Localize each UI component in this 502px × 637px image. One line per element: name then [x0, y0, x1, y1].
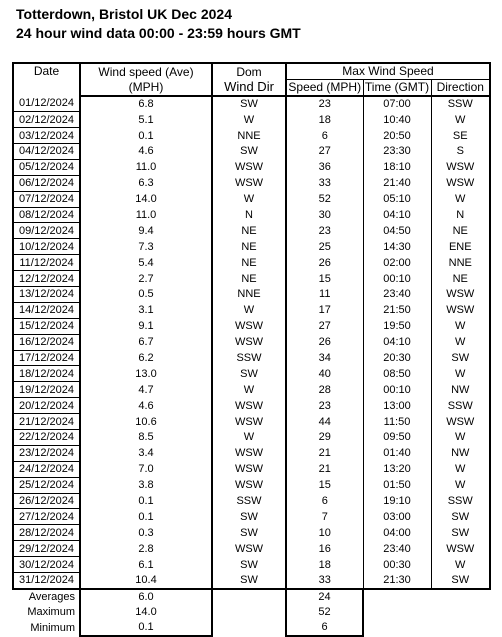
- table-row: [13, 541, 490, 557]
- summary-empty-cell: [431, 620, 490, 636]
- summary-empty-cell: [212, 589, 286, 605]
- wind-speed-ave-cell: 0.3: [80, 525, 212, 541]
- date-cell: 19/12/2024: [13, 382, 80, 398]
- max-speed-cell: 23: [286, 223, 363, 239]
- max-direction-cell: WSW: [431, 159, 490, 175]
- max-speed-cell: 16: [286, 541, 363, 557]
- time-gmt-header: Time (GMT): [364, 80, 430, 95]
- direction-header: Direction: [431, 79, 490, 95]
- date-cell: 18/12/2024: [13, 366, 80, 382]
- date-cell: 31/12/2024: [13, 573, 80, 589]
- dom-wind-dir-cell: W: [212, 429, 286, 445]
- date-cell: 20/12/2024: [13, 398, 80, 414]
- max-speed-cell: 44: [286, 414, 363, 430]
- wind-speed-ave-cell: 0.5: [80, 286, 212, 302]
- max-speed-cell: 25: [286, 239, 363, 255]
- dom-wind-dir-cell: WSW: [212, 318, 286, 334]
- date-cell: 04/12/2024: [13, 143, 80, 159]
- date-cell: 11/12/2024: [13, 255, 80, 271]
- date-cell: 08/12/2024: [13, 207, 80, 223]
- max-time-cell: 20:30: [363, 350, 431, 366]
- summary-label: Maximum: [27, 606, 75, 619]
- date-cell: 02/12/2024: [13, 112, 80, 128]
- dom-wind-dir-cell: WSW: [212, 398, 286, 414]
- page-subtitle: 24 hour wind data 00:00 - 23:59 hours GMT: [16, 25, 301, 41]
- max-speed-cell: 29: [286, 429, 363, 445]
- dom-wind-dir-cell: WSW: [212, 461, 286, 477]
- summary-label: Minimum: [30, 621, 75, 634]
- max-time-cell: 23:40: [363, 541, 431, 557]
- date-cell: 06/12/2024: [13, 175, 80, 191]
- max-direction-cell: W: [431, 461, 490, 477]
- max-direction-cell: SW: [431, 509, 490, 525]
- max-time-cell: 11:50: [363, 414, 431, 430]
- max-direction-cell: W: [431, 366, 490, 382]
- wind-speed-ave-cell: 14.0: [80, 191, 212, 207]
- max-direction-cell: NW: [431, 445, 490, 461]
- wind-speed-ave-cell: 6.7: [80, 334, 212, 350]
- wind-speed-ave-cell: 11.0: [80, 159, 212, 175]
- table-row: [13, 334, 490, 350]
- max-speed-cell: 21: [286, 445, 363, 461]
- max-speed-cell: 10: [286, 525, 363, 541]
- max-speed-cell: 34: [286, 350, 363, 366]
- wind-speed-ave-cell: 7.0: [80, 461, 212, 477]
- max-speed-cell: 26: [286, 255, 363, 271]
- max-time-cell: 18:10: [363, 159, 431, 175]
- date-cell: 28/12/2024: [13, 525, 80, 541]
- summary-max-value: 52: [286, 605, 363, 620]
- dom-wind-dir-cell: SSW: [212, 350, 286, 366]
- summary-body: [13, 589, 490, 636]
- summary-label: Averages: [28, 591, 75, 604]
- max-speed-cell: 18: [286, 112, 363, 128]
- dom-wind-dir-cell: W: [212, 191, 286, 207]
- summary-empty-cell: [212, 620, 286, 636]
- wind-speed-ave-cell: 5.4: [80, 255, 212, 271]
- wind-speed-unit-header: (MPH): [80, 79, 212, 95]
- table-row: [13, 239, 490, 255]
- wind-speed-header-suffix: (Ave): [165, 64, 194, 79]
- date-cell: 01/12/2024: [13, 96, 80, 112]
- max-speed-cell: 52: [286, 191, 363, 207]
- max-speed-cell: 28: [286, 382, 363, 398]
- date-cell: 29/12/2024: [13, 541, 80, 557]
- max-speed-cell: 7: [286, 509, 363, 525]
- dom-wind-dir-cell: NE: [212, 239, 286, 255]
- table-row: [13, 461, 490, 477]
- max-time-cell: 04:10: [363, 207, 431, 223]
- table-row: [13, 255, 490, 271]
- table-row: [13, 175, 490, 191]
- date-cell: 14/12/2024: [13, 302, 80, 318]
- summary-empty-cell: [431, 589, 490, 605]
- dom-wind-dir-cell: WSW: [212, 334, 286, 350]
- table-row: [13, 445, 490, 461]
- max-time-cell: 09:50: [363, 429, 431, 445]
- max-direction-cell: WSW: [431, 414, 490, 430]
- max-direction-cell: W: [431, 557, 490, 573]
- table-row: [13, 271, 490, 287]
- table-row: [13, 128, 490, 144]
- wind-speed-ave-cell: 11.0: [80, 207, 212, 223]
- max-time-cell: 13:20: [363, 461, 431, 477]
- max-time-cell: 04:10: [363, 334, 431, 350]
- max-time-cell: 08:50: [363, 366, 431, 382]
- max-direction-cell: SW: [431, 525, 490, 541]
- dom-wind-dir-cell: W: [212, 382, 286, 398]
- max-direction-cell: SSW: [431, 493, 490, 509]
- dom-wind-dir-cell: NNE: [212, 286, 286, 302]
- page-title: Totterdown, Bristol UK Dec 2024: [16, 6, 233, 22]
- max-direction-cell: SSW: [431, 96, 490, 112]
- summary-max-value: 24: [286, 589, 363, 605]
- max-direction-cell: WSW: [431, 302, 490, 318]
- max-speed-cell: 33: [286, 573, 363, 589]
- summary-empty-cell: [363, 620, 431, 636]
- table-row: [13, 350, 490, 366]
- table-row: [13, 557, 490, 573]
- dom-header: Dom: [212, 63, 286, 79]
- max-speed-cell: 17: [286, 302, 363, 318]
- date-cell: 30/12/2024: [13, 557, 80, 573]
- summary-ave-value: 6.0: [80, 589, 212, 605]
- table-row: [13, 318, 490, 334]
- wind-speed-ave-cell: 10.4: [80, 573, 212, 589]
- max-time-cell: 00:10: [363, 382, 431, 398]
- table-row: [13, 414, 490, 430]
- max-direction-cell: WSW: [431, 286, 490, 302]
- summary-row: [13, 620, 490, 636]
- max-direction-cell: SSW: [431, 398, 490, 414]
- max-speed-cell: 18: [286, 557, 363, 573]
- wind-speed-ave-cell: 4.6: [80, 143, 212, 159]
- max-direction-cell: SW: [431, 573, 490, 589]
- max-speed-cell: 15: [286, 477, 363, 493]
- wind-speed-ave-cell: 5.1: [80, 112, 212, 128]
- date-cell: 26/12/2024: [13, 493, 80, 509]
- dom-wind-dir-cell: SW: [212, 573, 286, 589]
- max-direction-cell: NW: [431, 382, 490, 398]
- max-time-cell: 00:10: [363, 271, 431, 287]
- max-direction-cell: NE: [431, 223, 490, 239]
- speed-mph-header: Speed (MPH): [286, 79, 363, 95]
- dom-wind-dir-cell: NE: [212, 223, 286, 239]
- dom-wind-dir-cell: SW: [212, 525, 286, 541]
- dom-wind-dir-cell: NE: [212, 271, 286, 287]
- max-time-cell: 23:40: [363, 286, 431, 302]
- date-cell: 22/12/2024: [13, 429, 80, 445]
- wind-speed-ave-cell: 6.3: [80, 175, 212, 191]
- wind-speed-header: [80, 63, 212, 79]
- max-speed-cell: 23: [286, 398, 363, 414]
- dom-wind-dir-cell: WSW: [212, 541, 286, 557]
- max-speed-cell: 6: [286, 493, 363, 509]
- max-direction-cell: S: [431, 143, 490, 159]
- max-speed-cell: 23: [286, 96, 363, 112]
- summary-max-value: 6: [286, 620, 363, 636]
- date-cell: 27/12/2024: [13, 509, 80, 525]
- table-row: [13, 159, 490, 175]
- wind-speed-ave-cell: 0.1: [80, 128, 212, 144]
- max-time-cell: 21:30: [363, 573, 431, 589]
- dom-wind-dir-cell: SW: [212, 143, 286, 159]
- max-time-cell: 21:50: [363, 302, 431, 318]
- dom-wind-dir-cell: WSW: [212, 175, 286, 191]
- summary-row: [13, 605, 490, 620]
- max-speed-cell: 33: [286, 175, 363, 191]
- date-cell: 07/12/2024: [13, 191, 80, 207]
- max-time-cell: 02:00: [363, 255, 431, 271]
- max-speed-cell: 40: [286, 366, 363, 382]
- table-body: [13, 96, 490, 589]
- max-time-cell: 00:30: [363, 557, 431, 573]
- table-row: [13, 525, 490, 541]
- table-row: [13, 302, 490, 318]
- table-row: [13, 477, 490, 493]
- date-cell: 09/12/2024: [13, 223, 80, 239]
- wind-speed-ave-cell: 13.0: [80, 366, 212, 382]
- wind-speed-ave-cell: 2.8: [80, 541, 212, 557]
- date-cell: 21/12/2024: [13, 414, 80, 430]
- summary-row: [13, 589, 490, 605]
- max-time-cell: 04:50: [363, 223, 431, 239]
- dom-wind-dir-cell: N: [212, 207, 286, 223]
- dom-wind-dir-cell: SW: [212, 557, 286, 573]
- date-cell: 12/12/2024: [13, 271, 80, 287]
- max-wind-speed-header: Max Wind Speed: [286, 63, 490, 79]
- max-direction-cell: WSW: [431, 541, 490, 557]
- wind-speed-ave-cell: 6.1: [80, 557, 212, 573]
- max-direction-cell: W: [431, 191, 490, 207]
- max-direction-cell: SE: [431, 128, 490, 144]
- dom-wind-dir-cell: SW: [212, 96, 286, 112]
- max-time-cell: 01:40: [363, 445, 431, 461]
- wind-speed-ave-cell: 4.7: [80, 382, 212, 398]
- table-row: [13, 191, 490, 207]
- max-speed-cell: 21: [286, 461, 363, 477]
- table-row: [13, 429, 490, 445]
- table-row: [13, 96, 490, 112]
- wind-speed-ave-cell: 10.6: [80, 414, 212, 430]
- wind-speed-ave-cell: 3.8: [80, 477, 212, 493]
- max-speed-cell: 27: [286, 318, 363, 334]
- table-row: [13, 112, 490, 128]
- wind-speed-ave-cell: 9.1: [80, 318, 212, 334]
- date-header-label: Date: [33, 64, 60, 78]
- max-speed-cell: 30: [286, 207, 363, 223]
- wind-speed-ave-cell: 0.1: [80, 493, 212, 509]
- dom-wind-dir-cell: SW: [212, 509, 286, 525]
- max-time-cell: 23:30: [363, 143, 431, 159]
- max-direction-cell: W: [431, 318, 490, 334]
- wind-speed-ave-cell: 0.1: [80, 509, 212, 525]
- wind-speed-ave-cell: 9.4: [80, 223, 212, 239]
- max-direction-cell: W: [431, 429, 490, 445]
- date-cell: 05/12/2024: [13, 159, 80, 175]
- max-speed-cell: 36: [286, 159, 363, 175]
- max-time-cell: 21:40: [363, 175, 431, 191]
- dom-wind-dir-cell: SW: [212, 366, 286, 382]
- dom-wind-dir-cell: WSW: [212, 477, 286, 493]
- max-direction-cell: NNE: [431, 255, 490, 271]
- date-cell: 10/12/2024: [13, 239, 80, 255]
- summary-empty-cell: [212, 605, 286, 620]
- dom-wind-dir-cell: WSW: [212, 159, 286, 175]
- summary-empty-cell: [363, 605, 431, 620]
- max-speed-cell: 6: [286, 128, 363, 144]
- table-row: [13, 493, 490, 509]
- date-cell: 03/12/2024: [13, 128, 80, 144]
- summary-ave-value: 14.0: [80, 605, 212, 620]
- max-time-cell: 10:40: [363, 112, 431, 128]
- dom-wind-dir-cell: W: [212, 112, 286, 128]
- max-time-cell: 13:00: [363, 398, 431, 414]
- dom-wind-dir-cell: NNE: [212, 128, 286, 144]
- dom-wind-dir-cell: WSW: [212, 445, 286, 461]
- max-speed-cell: 27: [286, 143, 363, 159]
- date-cell: 25/12/2024: [13, 477, 80, 493]
- max-speed-cell: 15: [286, 271, 363, 287]
- summary-empty-cell: [431, 605, 490, 620]
- max-direction-cell: N: [431, 207, 490, 223]
- summary-ave-value: 0.1: [80, 620, 212, 636]
- table-row: [13, 223, 490, 239]
- max-direction-cell: WSW: [431, 175, 490, 191]
- table-row: [13, 143, 490, 159]
- max-time-cell: 14:30: [363, 239, 431, 255]
- date-cell: 13/12/2024: [13, 286, 80, 302]
- max-speed-cell: 11: [286, 286, 363, 302]
- wind-speed-ave-cell: 6.2: [80, 350, 212, 366]
- wind-speed-header-label: Wind speed: [98, 64, 162, 79]
- max-time-cell: 07:00: [363, 96, 431, 112]
- summary-empty-cell: [363, 589, 431, 605]
- wind-speed-ave-cell: 8.5: [80, 429, 212, 445]
- dom-wind-dir-cell: NE: [212, 255, 286, 271]
- date-cell: 24/12/2024: [13, 461, 80, 477]
- max-time-cell: 05:10: [363, 191, 431, 207]
- date-cell: 16/12/2024: [13, 334, 80, 350]
- wind-speed-ave-cell: 3.4: [80, 445, 212, 461]
- max-time-cell: 20:50: [363, 128, 431, 144]
- dom-wind-dir-cell: W: [212, 302, 286, 318]
- date-cell: 23/12/2024: [13, 445, 80, 461]
- max-time-cell: 01:50: [363, 477, 431, 493]
- table-row: [13, 286, 490, 302]
- table-row: [13, 382, 490, 398]
- dom-wind-dir-cell: WSW: [212, 414, 286, 430]
- table-row: [13, 398, 490, 414]
- wind-dir-header: Wind Dir: [212, 79, 286, 95]
- wind-speed-ave-cell: 7.3: [80, 239, 212, 255]
- table-row: [13, 366, 490, 382]
- dom-wind-dir-cell: SSW: [212, 493, 286, 509]
- max-direction-cell: SW: [431, 350, 490, 366]
- date-header: [13, 63, 80, 96]
- max-direction-cell: W: [431, 112, 490, 128]
- max-direction-cell: NE: [431, 271, 490, 287]
- table-row: [13, 573, 490, 589]
- max-speed-cell: 26: [286, 334, 363, 350]
- date-cell: 17/12/2024: [13, 350, 80, 366]
- max-time-cell: 04:00: [363, 525, 431, 541]
- wind-speed-ave-cell: 4.6: [80, 398, 212, 414]
- max-time-cell: 19:50: [363, 318, 431, 334]
- table-row: [13, 509, 490, 525]
- max-time-cell: 19:10: [363, 493, 431, 509]
- wind-speed-ave-cell: 2.7: [80, 271, 212, 287]
- max-time-cell: 03:00: [363, 509, 431, 525]
- date-cell: 15/12/2024: [13, 318, 80, 334]
- max-direction-cell: W: [431, 334, 490, 350]
- max-direction-cell: W: [431, 477, 490, 493]
- table-row: [13, 207, 490, 223]
- wind-data-table: [12, 62, 491, 637]
- wind-speed-ave-cell: 3.1: [80, 302, 212, 318]
- wind-speed-ave-cell: 6.8: [80, 96, 212, 112]
- max-direction-cell: ENE: [431, 239, 490, 255]
